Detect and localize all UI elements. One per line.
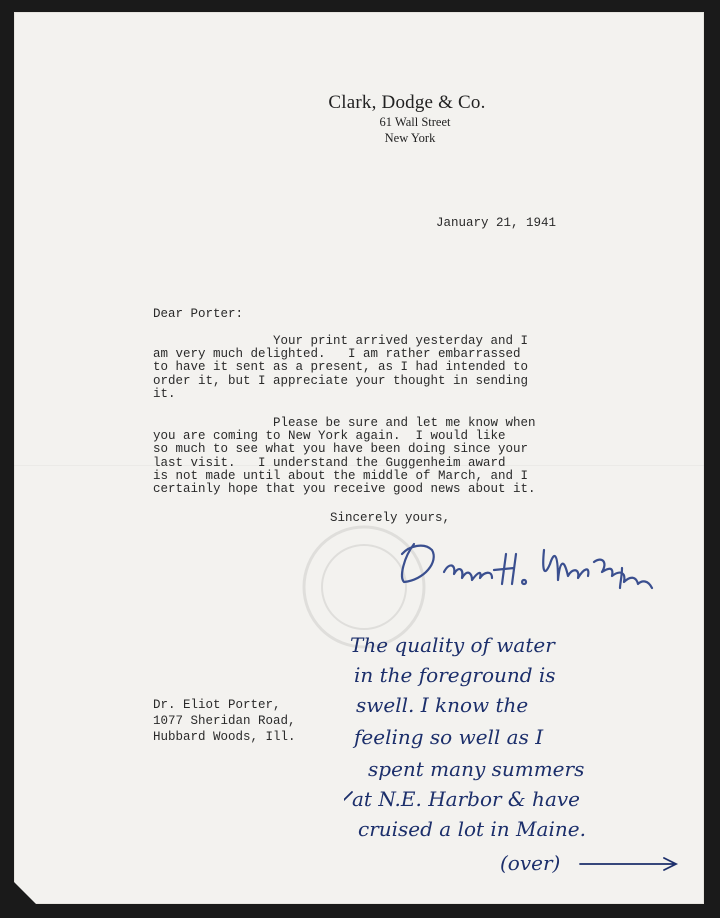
body-paragraph-1: Your print arrived yesterday and I am very much delighted. I am rather embarrassed to have it sent as a present, as I had intended to order it, but I appreciate your thought in sending it. (153, 334, 529, 401)
letterhead-company: Clark, Dodge & Co. (328, 92, 486, 113)
closing: Sincerely yours, (330, 511, 451, 525)
note-line-3: swell. I know the (356, 693, 529, 717)
note-line-1: The quality of water (350, 633, 555, 657)
note-line-8: (over) (500, 851, 561, 875)
note-line-7: cruised a lot in Maine. (358, 817, 586, 841)
letterhead-address: 61 Wall Street (379, 115, 451, 129)
handwritten-postscript (344, 630, 704, 890)
handwritten-signature (384, 532, 694, 592)
salutation: Dear Porter: (153, 307, 244, 321)
letterhead-city: New York (384, 131, 436, 145)
folded-corner (14, 882, 36, 904)
note-line-6: at N.E. Harbor & have (352, 787, 580, 811)
recipient-address: Dr. Eliot Porter, 1077 Sheridan Road, Hubbard Woods, Ill. (153, 698, 296, 744)
note-line-4: feeling so well as I (354, 725, 544, 749)
letter-date: January 21, 1941 (436, 216, 557, 230)
body-paragraph-2: Please be sure and let me know when you are coming to New York again. I would like so much to see what you have been doing since your last visit. I understand the Guggenheim award is not made until about the middle of March, and I certainly hope that you receive good news about it. (153, 416, 536, 497)
letter-page (14, 12, 704, 904)
note-line-2: in the foreground is (354, 663, 556, 687)
note-line-5: spent many summers (368, 757, 585, 781)
